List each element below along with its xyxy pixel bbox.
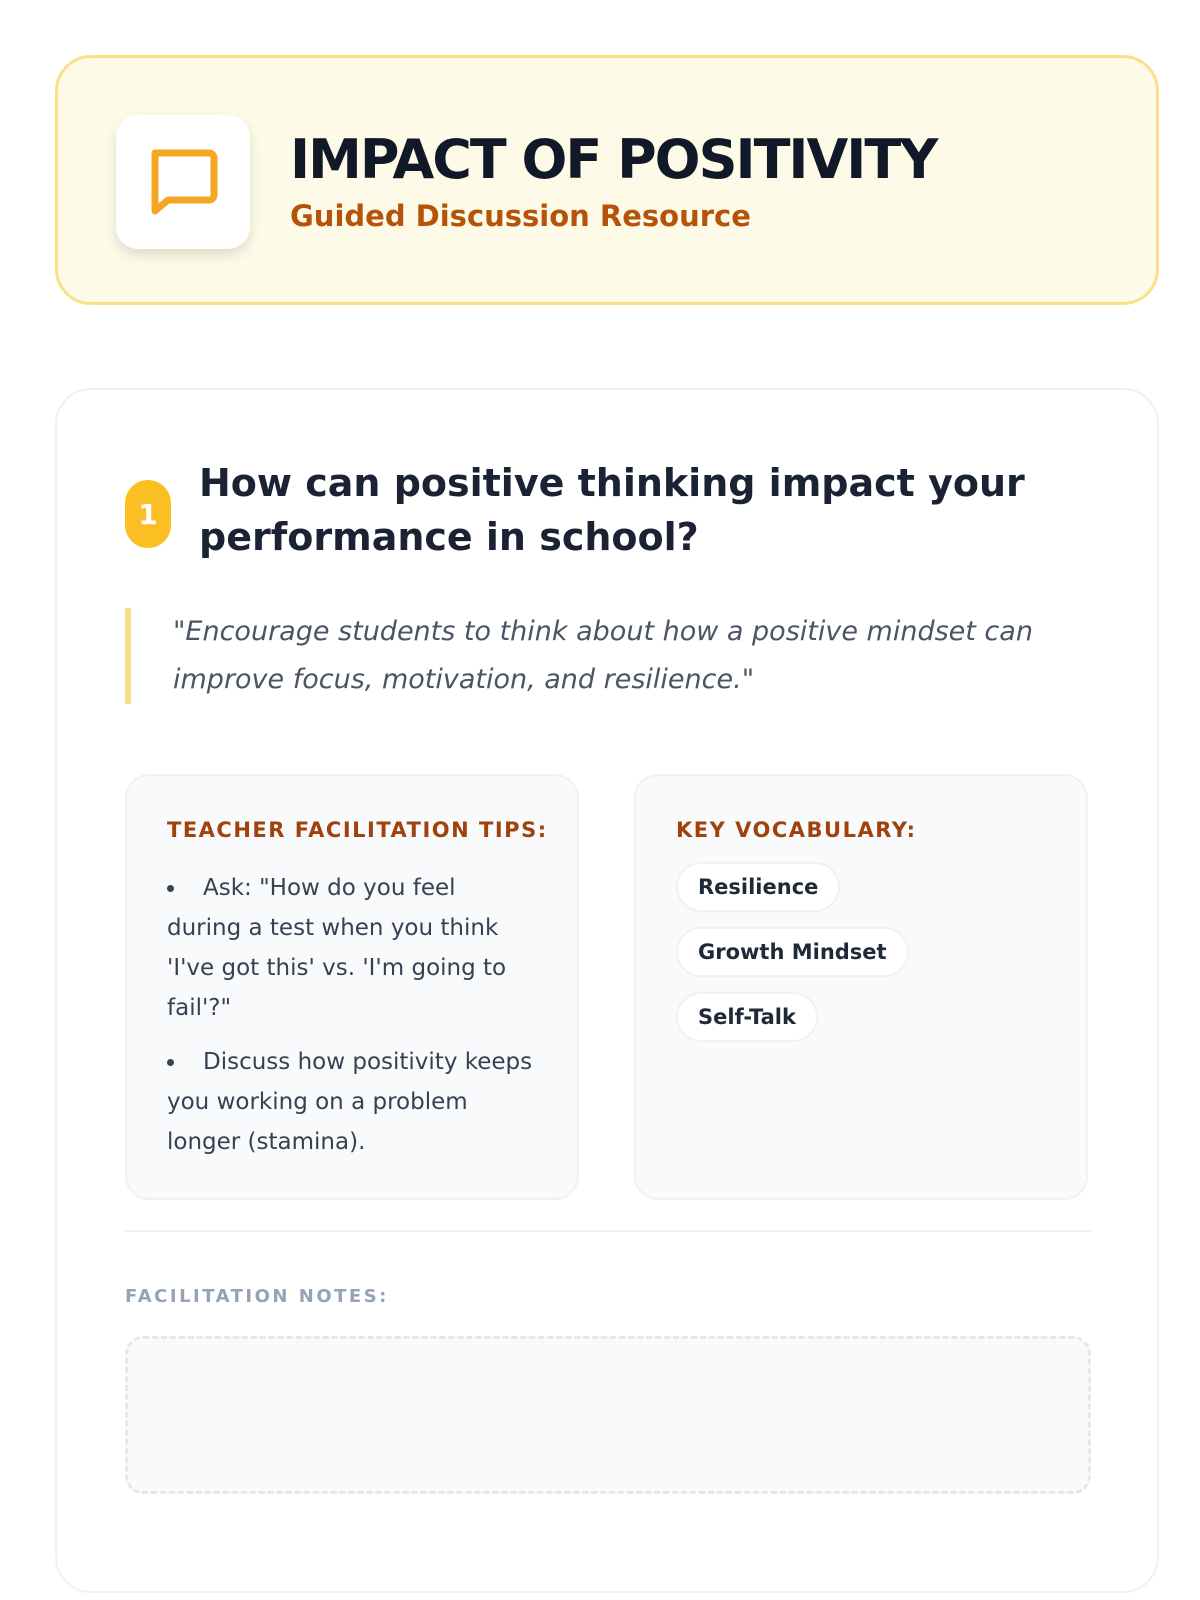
vocabulary-panel — [634, 774, 1088, 1200]
header-banner — [55, 55, 1159, 305]
notes-label: FACILITATION NOTES: — [125, 1286, 389, 1307]
vocab-term-pill: Self-Talk — [676, 992, 818, 1042]
facilitation-tips-panel — [125, 774, 579, 1200]
guidance-quote: "Encourage students to think about how a positive mindset can improve focus, motivation, and resilience." — [125, 608, 1055, 704]
tip-item — [167, 868, 537, 1028]
vocab-term-pill: Resilience — [676, 862, 840, 912]
tips-list — [167, 868, 537, 1162]
vocabulary-title: KEY VOCABULARY: — [676, 818, 917, 842]
question-title: How can positive thinking impact your performance in school? — [199, 461, 1025, 559]
chat-bubble-icon — [146, 145, 220, 219]
tip-text: Discuss how positivity keeps you working on a problem longer (stamina). — [167, 1049, 533, 1155]
page-subtitle: Guided Discussion Resource — [290, 199, 751, 233]
vocab-term-pill: Growth Mindset — [676, 927, 909, 977]
page-title: IMPACT OF POSITIVITY — [290, 128, 937, 191]
tip-item — [167, 1042, 537, 1162]
question-number-badge: 1 — [125, 480, 171, 548]
bullet-icon — [167, 885, 174, 892]
tips-title: TEACHER FACILITATION TIPS: — [167, 818, 548, 842]
tip-text: Ask: "How do you feel during a test when you think 'I've got this' vs. 'I'm going to fail'?" — [167, 875, 507, 1021]
vocabulary-list — [676, 862, 1046, 1042]
header-text — [290, 128, 936, 234]
bullet-icon — [167, 1059, 174, 1066]
notes-area[interactable] — [125, 1336, 1091, 1494]
question-card — [55, 388, 1159, 1593]
section-divider — [125, 1230, 1091, 1232]
header-icon-tile — [116, 115, 250, 249]
